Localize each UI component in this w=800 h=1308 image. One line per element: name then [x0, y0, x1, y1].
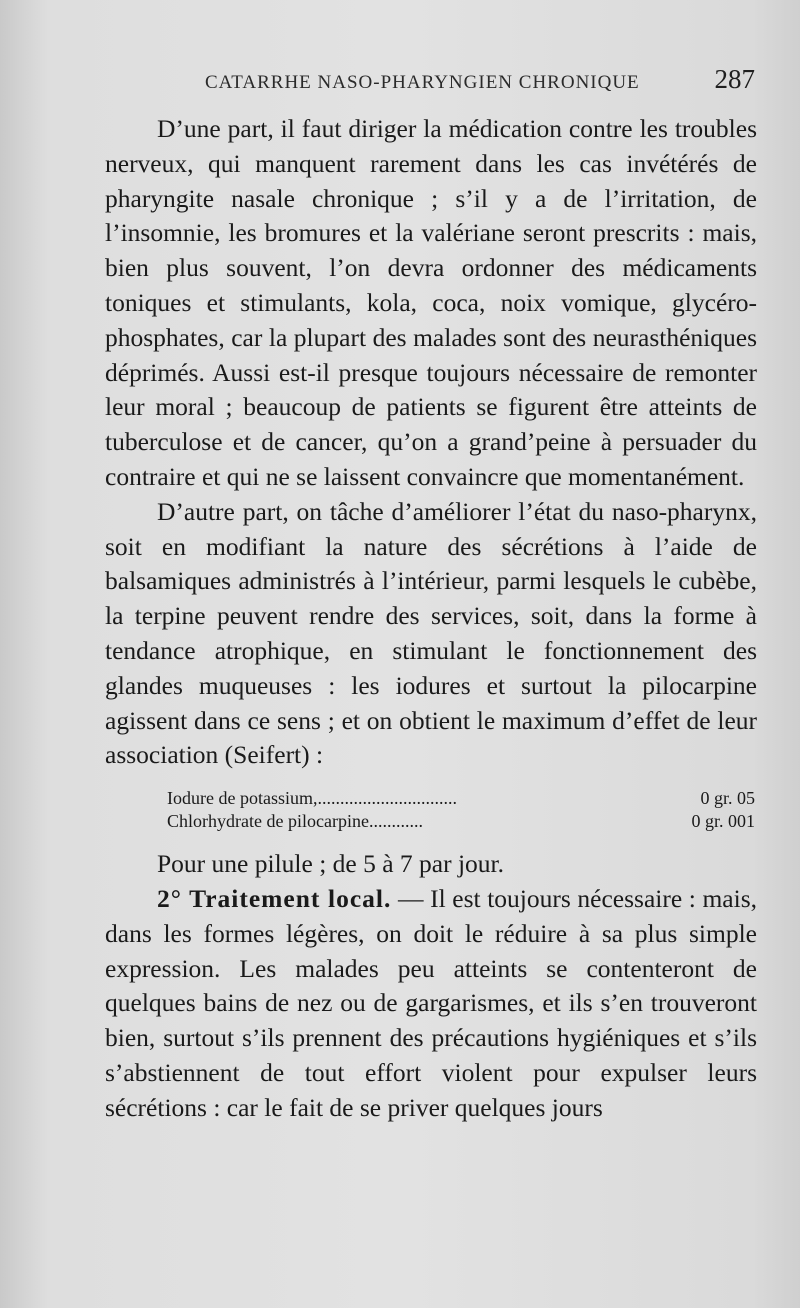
paragraph-4: [105, 882, 757, 1126]
ingredient-name: Iodure de potassium,: [167, 788, 318, 809]
body-text: [105, 112, 757, 1126]
prescription-formula: [167, 787, 755, 833]
paragraph-2: D’autre part, on tâche d’améliorer l’état du naso-pharynx, soit en modifiant la nature des sécrétions à l’aide de balsamiques administrés à l’intérieur, parmi lesquels le cubèbe, la terpine peuvent rendre des services, soit, dans la forme à tendance atrophique, en stimulant le fonctionnement des glandes muqueuses : les iodures et surtout la pilocarpine agissent dans ce sens ; et on obtient le maximum d’effet de leur association (Seifert) :: [105, 496, 757, 770]
formula-row: [167, 787, 755, 810]
section-heading: 2° Traitement local.: [157, 883, 392, 913]
page-header: [205, 62, 755, 102]
paragraph-3: Pour une pilule ; de 5 à 7 par jour.: [157, 849, 505, 879]
running-title: CATARRHE NASO-PHARYNGIEN CHRONIQUE: [205, 72, 640, 93]
ingredient-dose: 0 gr. 05: [700, 788, 755, 809]
leader-dots: ............: [368, 811, 423, 832]
paragraph-4-text: — Il est toujours nécessaire : mais, dans les formes légères, on doit le réduire à sa plus simple expression. Les malades peu atteints se contenteront de quelques bains de nez ou de gargarismes, et ils s’en trouveront bien, surtout s’ils prennent des précautions hygiéniques et s’ils s’abstiennent de tout effort violent pour expulser leurs sécrétions : car le fait de se priver quelques jours: [105, 883, 757, 1122]
page-number: 287: [714, 64, 755, 94]
paragraph-1: D’une part, il faut diriger la médication contre les troubles nerveux, qui manquent rarement dans les cas invétérés de pharyngite nasale chronique ; s’il y a de l’irritation, de l’insomnie, les bromures et la valériane seront prescrits : mais, bien plus souvent, l’on devra ordonner des médicaments toniques et stimulants, kola, coca, noix vomique, glycéro-phosphates, car la plupart des malades sont des neurasthéniques déprimés. Aussi est-il presque toujours nécessaire de remonter leur moral ; beaucoup de patients se figurent être atteints de tuberculose et de cancer, qu’on a grand’peine à persuader du contraire et qui ne se laissent convaincre que momentanément.: [105, 114, 757, 491]
formula-row: [167, 810, 755, 833]
ingredient-name: Chlorhydrate de pilocarpine: [167, 811, 369, 832]
ingredient-dose: 0 gr. 001: [691, 811, 755, 832]
leader-dots: ...............................: [317, 788, 457, 809]
